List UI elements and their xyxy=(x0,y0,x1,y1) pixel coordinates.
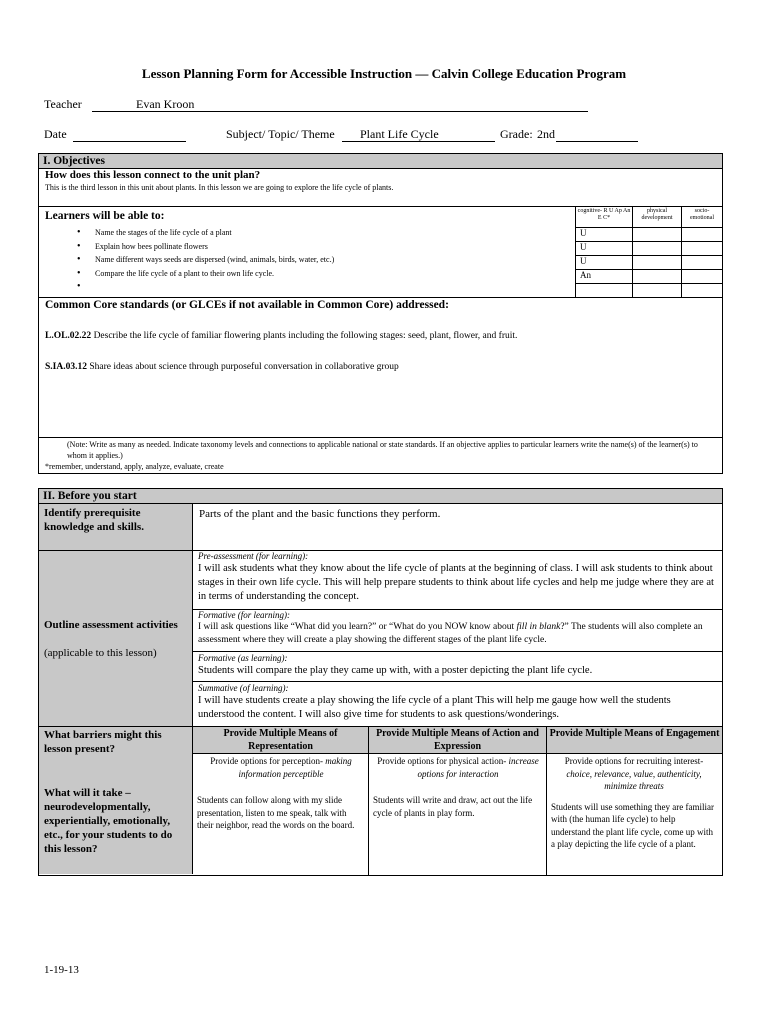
udl-action[interactable]: Provide options for physical action- increase options for interaction Students will write and draw, act out the life cycle of plants in play form. xyxy=(373,756,539,818)
connect-question: How does this lesson connect to the unit plan? xyxy=(45,169,261,181)
before-section xyxy=(38,488,723,876)
socio-cell[interactable] xyxy=(682,283,723,297)
page-title: Lesson Planning Form for Accessible Instruction — Calvin College Education Program xyxy=(141,66,627,81)
objective-item[interactable] xyxy=(49,280,569,294)
standard-text: Share ideas about science through purposeful conversation in collaborative group xyxy=(86,362,399,372)
taxonomy-note: *remember, understand, apply, analyze, evaluate, create xyxy=(45,462,224,471)
grade-value: 2nd xyxy=(537,127,555,141)
udl-representation[interactable]: Provide options for perception- making information perceptible Students can follow along with my slide presentation, listen to me speak, talk with their neighbor, read the words on the board. xyxy=(197,756,355,830)
standards-area xyxy=(39,298,722,438)
date-label: Date xyxy=(44,127,67,141)
col-cognitive: cognitive- R U Ap An E C* xyxy=(576,207,633,227)
barriers-label: What barriers might this lesson present? xyxy=(44,729,162,755)
subject-field[interactable] xyxy=(342,127,495,142)
cognitive-cell[interactable]: U xyxy=(576,255,633,269)
unit-connection xyxy=(39,169,722,207)
udl-head-engagement: Provide Multiple Means of Engagement xyxy=(547,727,722,753)
physical-cell[interactable] xyxy=(633,241,682,255)
assessment-text: I will ask questions like “What did you learn?” or “What do you NOW know about fill in blank?” The students will also complete an assessment where they will create a play showing the different stages of the plant life cycle. xyxy=(198,622,703,645)
prereq-value[interactable]: Parts of the plant and the basic functions they perform. xyxy=(199,508,441,520)
col-socio: socio- emotional xyxy=(682,207,723,227)
connect-answer[interactable]: This is the third lesson in this unit about plants. In this lesson we are going to explore the life cycle of plants. xyxy=(45,183,394,192)
pre-assessment[interactable] xyxy=(193,550,722,608)
socio-cell[interactable] xyxy=(682,241,723,255)
learners-area xyxy=(39,207,722,298)
grade-label: Grade: xyxy=(500,127,533,141)
date-field[interactable] xyxy=(73,127,186,142)
learners-heading: Learners will be able to: xyxy=(45,210,165,222)
cognitive-cell[interactable]: U xyxy=(576,241,633,255)
objective-list xyxy=(49,226,569,294)
socio-cell[interactable] xyxy=(682,227,723,241)
standard-text: Describe the life cycle of familiar flowering plants including the following stages: seed, plant, flower, and fruit. xyxy=(91,331,518,341)
subject-label: Subject/ Topic/ Theme xyxy=(226,127,335,141)
socio-cell[interactable] xyxy=(682,255,723,269)
objectives-note: (Note: Write as many as needed. Indicate taxonomy levels and connections to applicable national or state standards. If an objective applies to particular learners write the name(s) of the learner(s) to whom it applies.) xyxy=(67,440,698,460)
objectives-section xyxy=(38,153,723,474)
physical-cell[interactable] xyxy=(633,269,682,283)
prereq-label: Identify prerequisite knowledge and skills. xyxy=(44,507,144,533)
assessment-label: Summative (of learning): xyxy=(198,683,289,693)
subject-value: Plant Life Cycle xyxy=(360,127,439,141)
cognitive-cell[interactable] xyxy=(576,283,633,297)
before-heading: II. Before you start xyxy=(39,489,722,504)
standard-code: S.IA.03.12 xyxy=(45,362,87,372)
udl-head-representation: Provide Multiple Means of Representation xyxy=(193,727,368,753)
standard-code: L.OL.02.22 xyxy=(45,331,92,341)
grade-underline[interactable] xyxy=(556,127,638,142)
take-label: What will it take – neurodevelopmentally, experientially, emotionally, etc., for your students to do this lesson? xyxy=(44,787,173,855)
row-divider xyxy=(193,753,722,754)
footer-date: 1-19-13 xyxy=(44,964,79,976)
domain-table xyxy=(575,207,722,297)
objective-item[interactable]: • Explain how bees pollinate flowers xyxy=(49,240,569,254)
udl-engagement[interactable]: Provide options for recruiting interest- choice, relevance, value, authenticity, minimize threats Students will use something they are familiar with (the human life cycle) to help understand the plant life cycle, come up with a play depicting the life cycle of a plant. xyxy=(551,756,714,849)
assessment-text: I will ask students what they know about the life cycle of plants at the beginning of class. I will ask students to think about stages in their own life cycle. This will help prepare students to think about life cycles and help me judge where they are at in terms of understanding the concept. xyxy=(198,563,714,602)
standard-entry[interactable] xyxy=(45,331,517,341)
teacher-label: Teacher xyxy=(44,97,82,111)
assessment-text: Students will compare the play they came up with, with a poster depicting the plant life cycle. xyxy=(198,665,593,676)
standards-heading: Common Core standards (or GLCEs if not available in Common Core) addressed: xyxy=(45,299,449,311)
teacher-value: Evan Kroon xyxy=(136,97,195,111)
objective-item[interactable]: • Name the stages of the life cycle of a plant xyxy=(49,226,569,240)
assess-sub: (applicable to this lesson) xyxy=(44,647,157,659)
physical-cell[interactable] xyxy=(633,283,682,297)
objective-item[interactable]: • Name different ways seeds are dispersed (wind, animals, birds, water, etc.) xyxy=(49,253,569,267)
formative-as-learning[interactable] xyxy=(193,652,722,680)
formative-for-learning[interactable] xyxy=(193,609,722,651)
summative[interactable] xyxy=(193,682,722,726)
assessment-text: I will have students create a play showing the life cycle of a plant This will help me gauge how well the students understood the content. I will also give time for students to ask questions/wonderings. xyxy=(198,695,671,720)
socio-cell[interactable] xyxy=(682,269,723,283)
col-physical: physical development xyxy=(633,207,682,227)
assessment-label: Formative (as learning): xyxy=(198,653,288,663)
cognitive-cell[interactable]: An xyxy=(576,269,633,283)
teacher-field[interactable] xyxy=(92,97,588,112)
udl-head-action: Provide Multiple Means of Action and Expression xyxy=(369,727,546,753)
assessment-label: Formative (for learning): xyxy=(198,610,290,620)
assessment-label: Pre-assessment (for learning): xyxy=(198,551,309,561)
standard-entry[interactable] xyxy=(45,362,399,372)
physical-cell[interactable] xyxy=(633,227,682,241)
objectives-heading: I. Objectives xyxy=(39,154,722,169)
cognitive-cell[interactable]: U xyxy=(576,227,633,241)
assess-label: Outline assessment activities xyxy=(44,619,178,631)
objective-item[interactable]: • Compare the life cycle of a plant to their own life cycle. xyxy=(49,267,569,281)
physical-cell[interactable] xyxy=(633,255,682,269)
